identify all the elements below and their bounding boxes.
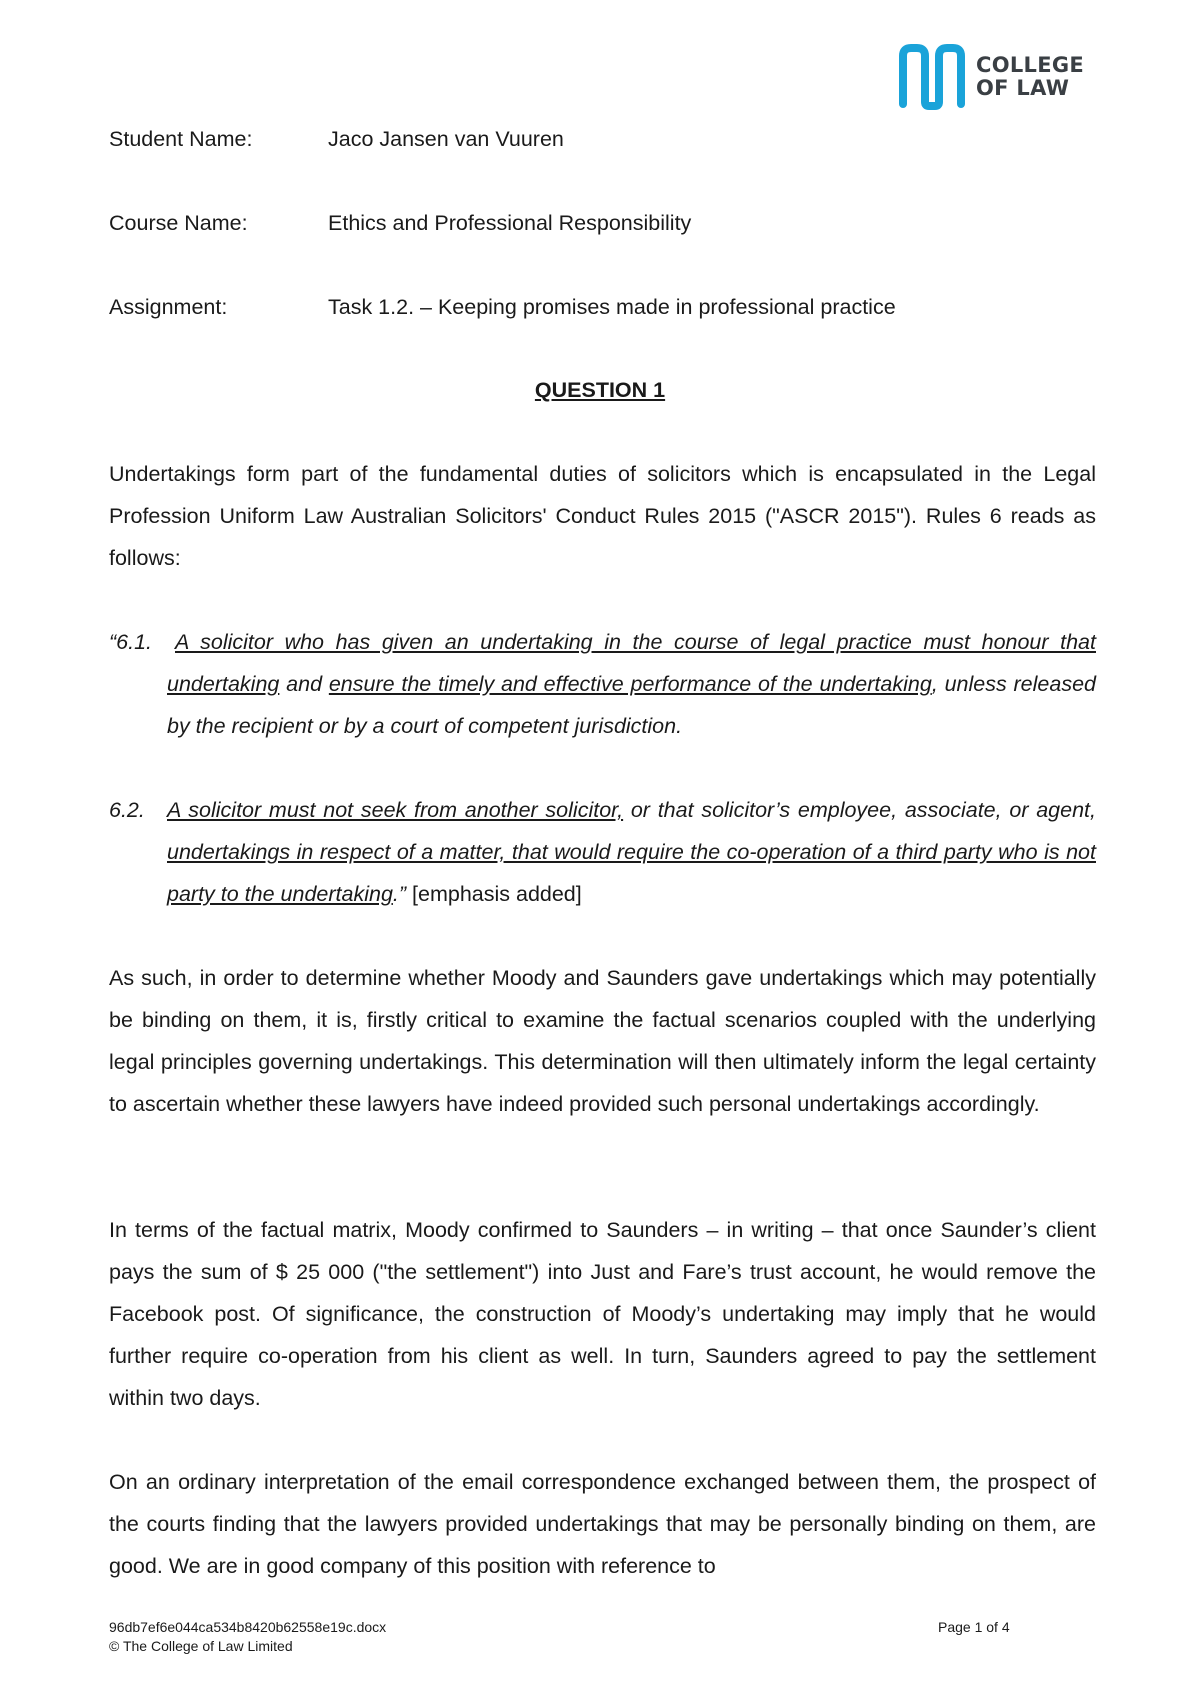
rule-6-2-quote [109, 789, 1096, 915]
page-number: Page 1 of 4 [938, 1619, 1010, 1635]
logo-line-1: COLLEGE [976, 53, 1085, 77]
rule-6-2-text [167, 789, 1096, 915]
course-name-label: Course Name: [109, 211, 248, 235]
rule-6-1-emphasis-2: ensure the timely and effective performance of the undertaking [328, 672, 932, 696]
college-logo-icon [898, 44, 966, 110]
rule-6-1-text-1: and [279, 672, 329, 696]
paragraph-factual-matrix: In terms of the factual matrix, Moody confirmed to Saunders – in writing – that once Saunder’s client pays the sum of $ 25 000 ("the settlement") into Just and Fare’s trust account, he would remove the Facebook post. Of significance, the construction of Moody’s undertaking may imply that he would further require co-operation from his client as well. In turn, Saunders agreed to pay the settlement within two days. [109, 1218, 1096, 1410]
emphasis-added-note: [emphasis added] [406, 882, 582, 906]
student-name-value: Jaco Jansen van Vuuren [328, 127, 564, 151]
footer-filename: 96db7ef6e044ca534b8420b62558e19c.docx [109, 1619, 387, 1635]
page-footer [109, 1618, 386, 1656]
student-name-label: Student Name: [109, 127, 253, 151]
rule-6-1-quote [109, 621, 1096, 747]
rule-6-1-number: “6.1. [109, 630, 153, 654]
intro-paragraph: Undertakings form part of the fundamental duties of solicitors which is encapsulated in the Legal Profession Uniform Law Australian Solicitors' Conduct Rules 2015 ("ASCR 2015"). Rules 6 reads as follows: [109, 462, 1096, 570]
paragraph-determination: As such, in order to determine whether Moody and Saunders gave undertakings which may potentially be binding on them, it is, firstly critical to examine the factual scenarios coupled with the underlying legal principles governing undertakings. This determination will then ultimately inform the legal certainty to ascertain whether these lawyers have indeed provided such personal undertakings accordingly. [109, 966, 1096, 1116]
paragraph-interpretation: On an ordinary interpretation of the email correspondence exchanged between them, the prospect of the courts finding that the lawyers provided undertakings that may be personally binding on them, are good. We are in good company of this position with reference to [109, 1470, 1096, 1578]
rule-6-2-text-1: or that solicitor’s employee, associate, or agent, [623, 798, 1096, 822]
assignment-label: Assignment: [109, 295, 228, 319]
rule-6-1-emphasis-1: A solicitor who has given an undertaking in the course of legal practice must honour that undertaking [167, 630, 1096, 696]
rule-6-2-text-2: .” [392, 882, 407, 906]
course-name-value: Ethics and Professional Responsibility [328, 211, 692, 235]
footer-copyright: © The College of Law Limited [109, 1638, 293, 1654]
rule-6-2-emphasis-2: undertakings in respect of a matter, that would require the co-operation of a third party who is not party to the undertaking [167, 840, 1096, 906]
rule-6-1-text [167, 621, 1096, 747]
rule-6-2-number: 6.2. [109, 798, 145, 822]
question-heading: QUESTION 1 [534, 378, 666, 402]
logo-wordmark [976, 54, 1084, 100]
assignment-value: Task 1.2. – Keeping promises made in professional practice [328, 295, 896, 319]
rule-6-2-emphasis-1: A solicitor must not seek from another solicitor, [167, 798, 624, 822]
logo-line-2: OF LAW [976, 76, 1070, 100]
rule-6-1-text-2: , unless released by the recipient or by a court of competent jurisdiction. [167, 672, 1096, 738]
college-of-law-logo [898, 44, 1084, 110]
